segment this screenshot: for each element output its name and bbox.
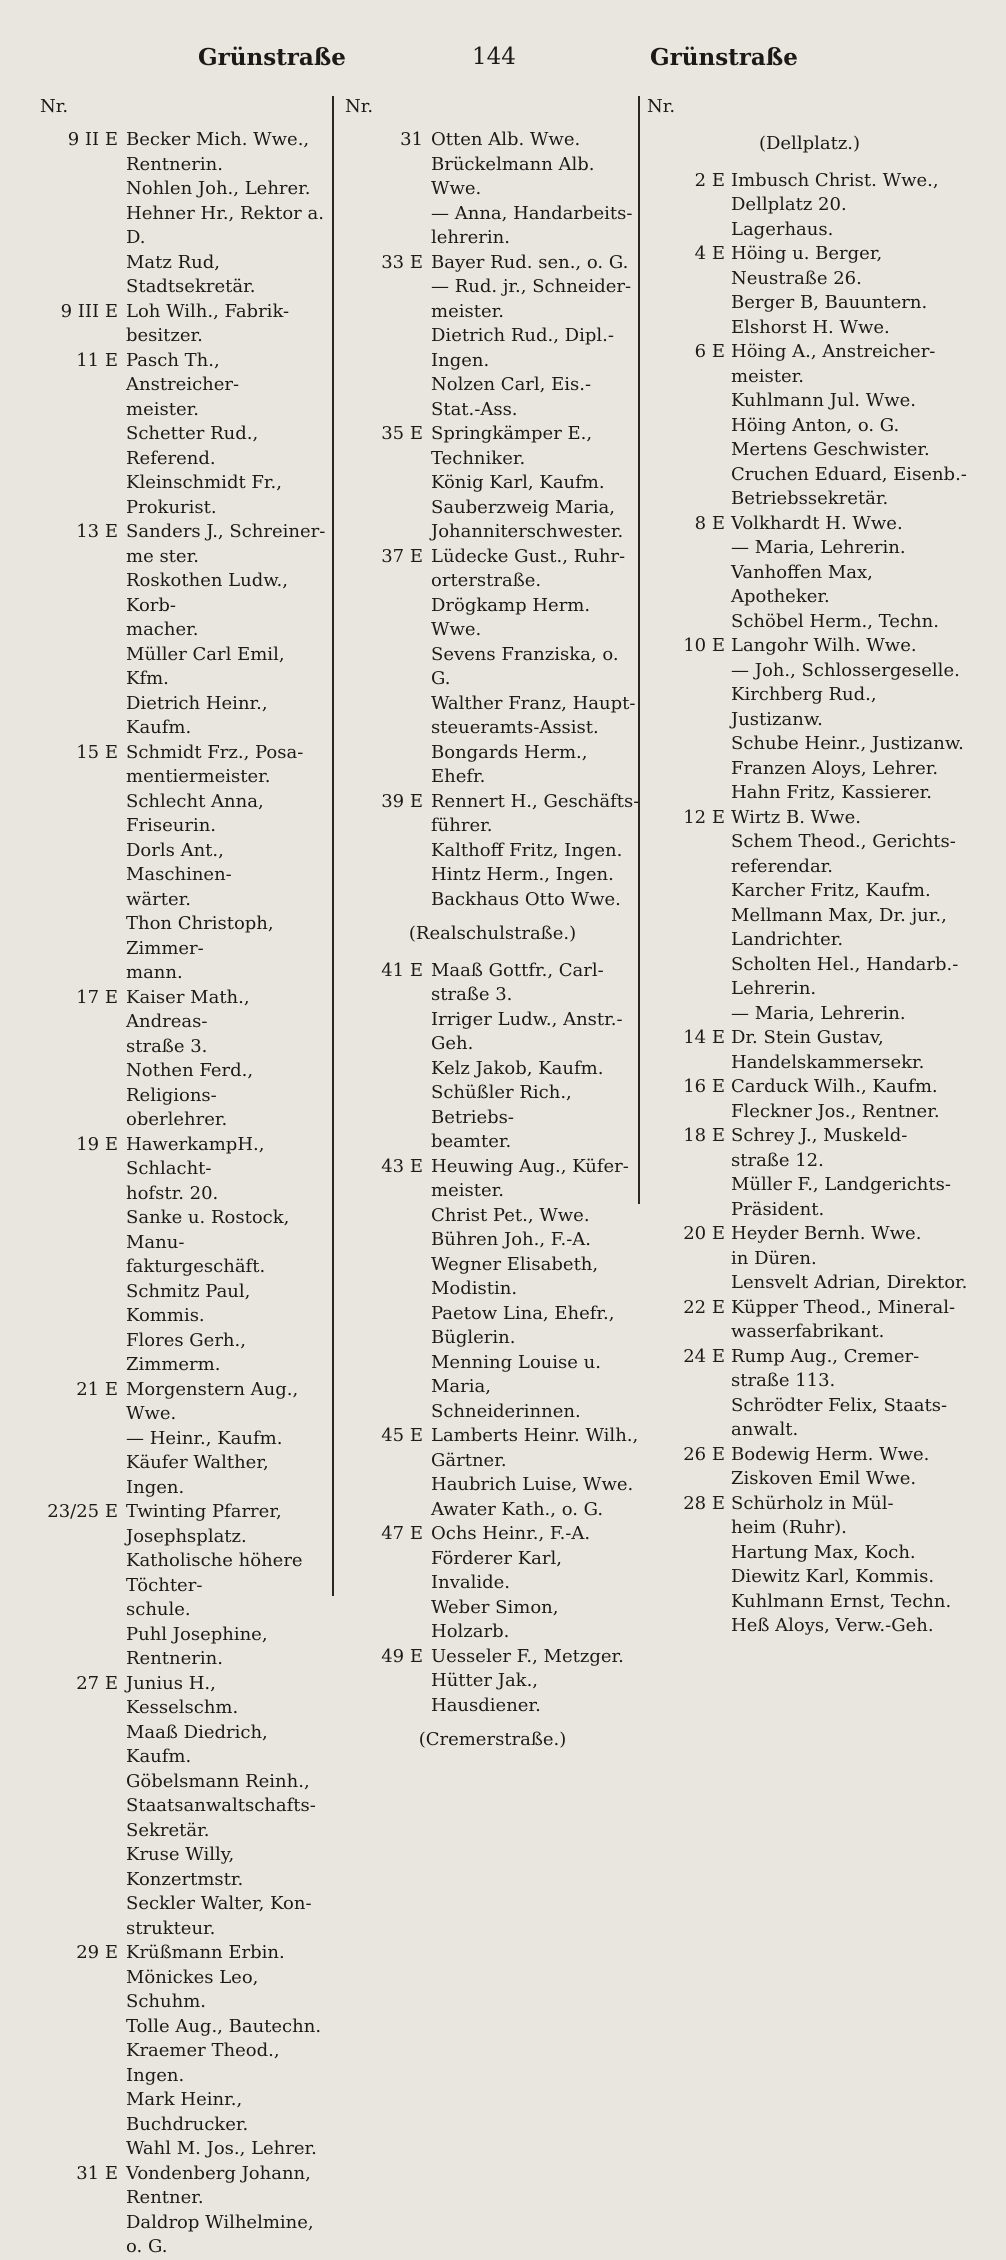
resident-text: Krüßmann Erbin. xyxy=(126,1942,285,1963)
resident-text: Weber Simon, Holzarb. xyxy=(431,1596,559,1642)
directory-entry xyxy=(40,202,330,251)
directory-entry xyxy=(345,275,640,324)
directory-entry xyxy=(40,1206,330,1280)
resident-text: Schmidt Frz., Posa- mentiermeister. xyxy=(126,741,304,787)
directory-entry xyxy=(345,1351,640,1425)
directory-entry xyxy=(40,790,330,839)
resident-text: Lensvelt Adrian, Direktor. xyxy=(731,1272,968,1293)
directory-entry xyxy=(40,1941,330,1966)
directory-entry xyxy=(647,1002,972,1027)
resident-text: Springkämper E., Techniker. xyxy=(431,423,593,469)
directory-entry xyxy=(647,1173,972,1222)
resident-text: Mertens Geschwister. xyxy=(731,439,930,460)
house-number: 17 E xyxy=(76,986,118,1008)
resident-text: Heß Aloys, Verw.-Geh. xyxy=(731,1615,934,1636)
directory-entry xyxy=(40,128,330,177)
directory-entry xyxy=(40,251,330,300)
resident-text: Katholische höhere Töchter- schule. xyxy=(126,1550,303,1620)
resident-text: Küpper Theod., Mineral- wasserfabrikant. xyxy=(731,1296,956,1342)
house-number: 20 E xyxy=(683,1223,725,1244)
resident-text: Sanke u. Rostock, Manu- fakturgeschäft. xyxy=(126,1207,290,1277)
resident-text: Wirtz B. Wwe. xyxy=(731,806,861,828)
directory-entry xyxy=(647,1296,972,1345)
house-number: 29 E xyxy=(76,1942,118,1963)
resident-text: Lamberts Heinr. Wilh., Gärtner. xyxy=(431,1425,639,1471)
directory-entry xyxy=(647,1075,972,1100)
house-number: 18 E xyxy=(683,1125,725,1146)
resident-text: Höing Anton, o. G. xyxy=(731,414,900,436)
resident-text: Walther Franz, Haupt- steueramts-Assist. xyxy=(431,692,636,738)
resident-text: Kirchberg Rud., Justizanw. xyxy=(731,684,877,730)
resident-text: Morgenstern Aug., Wwe. xyxy=(126,1378,299,1424)
resident-text: Otten Alb. Wwe. xyxy=(431,129,581,150)
resident-text: Schrödter Felix, Staats- anwalt. xyxy=(731,1394,948,1440)
resident-text: Roskothen Ludw., Korb- macher. xyxy=(126,570,288,640)
resident-text: Ochs Heinr., F.-A. xyxy=(431,1523,591,1544)
resident-text: Müller F., Landgerichts- Präsident. xyxy=(731,1174,951,1220)
directory-entry xyxy=(345,1424,640,1473)
house-number: 8 E xyxy=(694,512,725,534)
resident-text: Rump Aug., Cremer- straße 113. xyxy=(731,1345,920,1391)
resident-text: Dorls Ant., Maschinen- wärter. xyxy=(126,839,232,910)
directory-entry xyxy=(345,1547,640,1596)
resident-text: Awater Kath., o. G. xyxy=(431,1498,604,1520)
directory-entry xyxy=(345,153,640,202)
directory-entry xyxy=(647,1590,972,1615)
resident-text: Irriger Ludw., Anstr.-Geh. xyxy=(431,1008,623,1054)
directory-entry xyxy=(345,1498,640,1523)
resident-text: Hahn Fritz, Kassierer. xyxy=(731,782,933,803)
left-street-heading: Grünstraße xyxy=(198,44,346,71)
directory-entry xyxy=(345,471,640,496)
house-number: 13 E xyxy=(76,521,118,542)
directory-entry xyxy=(40,1427,330,1452)
resident-text: Maaß Diedrich, Kaufm. xyxy=(126,1721,268,1767)
resident-text: Dr. Stein Gustav, Handelskammersekr. xyxy=(731,1027,925,1073)
resident-text: Fleckner Jos., Rentner. xyxy=(731,1100,940,1122)
directory-entry xyxy=(345,128,640,153)
directory-entry xyxy=(40,2211,330,2260)
resident-text: — Anna, Handarbeits- lehrerin. xyxy=(431,202,633,248)
directory-entry xyxy=(647,1345,972,1394)
directory-entry xyxy=(345,1596,640,1645)
directory-entry xyxy=(647,414,972,439)
resident-text: Diewitz Karl, Kommis. xyxy=(731,1566,935,1587)
directory-entry xyxy=(40,986,330,1060)
directory-entry xyxy=(345,1302,640,1351)
house-number: 16 E xyxy=(683,1076,725,1097)
directory-entry xyxy=(647,561,972,610)
directory-entry xyxy=(40,2137,330,2162)
resident-text: Twinting Pfarrer, Josephsplatz. xyxy=(126,1501,282,1547)
directory-entry xyxy=(40,2039,330,2088)
directory-entry xyxy=(647,732,972,757)
house-number: 15 E xyxy=(76,741,118,763)
directory-entry xyxy=(647,242,972,291)
directory-entry xyxy=(40,177,330,202)
directory-entry xyxy=(345,839,640,864)
directory-entry xyxy=(647,1565,972,1590)
house-number: 2 E xyxy=(694,169,725,191)
resident-text: Schube Heinr., Justizanw. xyxy=(731,733,964,754)
resident-text: Hehner Hr., Rektor a. D. xyxy=(126,202,324,248)
resident-text: Mellmann Max, Dr. jur., Landrichter. xyxy=(731,904,947,950)
resident-text: Wahl M. Jos., Lehrer. xyxy=(126,2138,317,2159)
directory-entry xyxy=(345,1081,640,1155)
page-header xyxy=(0,44,1006,84)
resident-text: — Rud. jr., Schneider- meister. xyxy=(431,276,632,322)
house-number: 39 E xyxy=(381,790,423,812)
directory-entry xyxy=(40,1280,330,1329)
resident-text: Matz Rud, Stadtsekretär. xyxy=(126,251,256,297)
resident-text: Sevens Franziska, o. G. xyxy=(431,643,619,689)
directory-entry xyxy=(40,1329,330,1378)
resident-text: Karcher Fritz, Kaufm. xyxy=(731,880,931,901)
resident-text: Kaiser Math., Andreas- straße 3. xyxy=(126,986,250,1057)
resident-text: Bodewig Herm. Wwe. xyxy=(731,1443,930,1465)
street-section-heading: (Dellplatz.) xyxy=(758,133,861,154)
directory-entry xyxy=(647,683,972,732)
street-section-heading: (Cremerstraße.) xyxy=(418,1729,567,1750)
resident-text: — Heinr., Kaufm. xyxy=(126,1427,283,1449)
resident-text: Dietrich Heinr., Kaufm. xyxy=(126,692,268,738)
resident-text: Loh Wilh., Fabrik- besitzer. xyxy=(126,300,290,346)
resident-text: Christ Pet., Wwe. xyxy=(431,1204,590,1226)
directory-entry xyxy=(647,830,972,879)
column-3 xyxy=(647,96,972,1636)
directory-entry xyxy=(40,520,330,569)
resident-text: Brückelmann Alb. Wwe. xyxy=(431,153,595,199)
directory-entry xyxy=(647,806,972,831)
directory-entry xyxy=(647,438,972,463)
directory-entry xyxy=(40,1966,330,2015)
resident-text: Maaß Gottfr., Carl- straße 3. xyxy=(431,959,604,1005)
resident-text: Bayer Rud. sen., o. G. xyxy=(431,251,629,273)
resident-text: — Maria, Lehrerin. xyxy=(731,537,906,558)
resident-text: Hintz Herm., Ingen. xyxy=(431,864,614,885)
directory-entry xyxy=(345,1057,640,1082)
resident-text: Scholten Hel., Handarb.- Lehrerin. xyxy=(731,953,959,999)
resident-text: Schüßler Rich., Betriebs- beamter. xyxy=(431,1082,572,1152)
directory-entry xyxy=(647,634,972,659)
column-2 xyxy=(345,96,640,1750)
resident-text: Höing A., Anstreicher- meister. xyxy=(731,341,936,387)
directory-entry xyxy=(647,757,972,782)
resident-text: Vondenberg Johann, Rentner. xyxy=(126,2162,311,2208)
resident-text: Seckler Walter, Kon- strukteur. xyxy=(126,1893,312,1939)
resident-text: Höing u. Berger, Neustraße 26. xyxy=(731,243,883,289)
house-number: 43 E xyxy=(381,1155,423,1177)
directory-entry xyxy=(647,218,972,243)
directory-entry xyxy=(345,959,640,1008)
resident-text: Volkhardt H. Wwe. xyxy=(731,512,903,534)
directory-entry xyxy=(345,324,640,373)
house-number: 4 E xyxy=(694,243,725,264)
house-number: 26 E xyxy=(683,1443,725,1465)
resident-text: Heuwing Aug., Küfer- meister. xyxy=(431,1155,629,1201)
directory-entry xyxy=(40,2015,330,2040)
directory-entry xyxy=(647,512,972,537)
resident-text: — Joh., Schlossergeselle. xyxy=(731,659,960,681)
column-1 xyxy=(40,96,330,2257)
directory-entry xyxy=(647,659,972,684)
directory-entry xyxy=(647,1467,972,1492)
resident-text: Menning Louise u. Maria, Schneiderinnen. xyxy=(431,1351,601,1422)
house-number: 9 II E xyxy=(67,129,118,150)
resident-text: Schöbel Herm., Techn. xyxy=(731,610,939,632)
house-number: 9 III E xyxy=(60,300,118,322)
resident-text: Thon Christoph, Zimmer- mann. xyxy=(126,913,274,983)
directory-entry xyxy=(647,904,972,953)
resident-text: Kuhlmann Ernst, Techn. xyxy=(731,1590,952,1612)
directory-entry xyxy=(647,463,972,512)
resident-text: Rennert H., Geschäfts- führer. xyxy=(431,790,640,836)
directory-entry xyxy=(40,1549,330,1623)
house-number: 6 E xyxy=(694,341,725,362)
directory-entry xyxy=(345,202,640,251)
resident-text: Lagerhaus. xyxy=(731,218,834,240)
resident-text: Nohlen Joh., Lehrer. xyxy=(126,178,311,199)
resident-text: Kelz Jakob, Kaufm. xyxy=(431,1057,604,1079)
house-number: 27 E xyxy=(76,1672,118,1694)
house-number: 14 E xyxy=(683,1027,725,1048)
resident-text: König Karl, Kaufm. xyxy=(431,472,605,493)
resident-text: Hartung Max, Koch. xyxy=(731,1541,916,1563)
directory-entry xyxy=(647,781,972,806)
house-number: 31 xyxy=(400,129,423,150)
resident-text: Vanhoffen Max, Apotheker. xyxy=(731,561,873,607)
resident-text: Junius H., Kesselschm. xyxy=(126,1672,239,1718)
directory-entry xyxy=(345,1228,640,1253)
house-number: 37 E xyxy=(381,545,423,567)
directory-entry xyxy=(345,545,640,594)
directory-entry xyxy=(345,643,640,692)
directory-entry xyxy=(647,1443,972,1468)
resident-text: Daldrop Wilhelmine, o. G. xyxy=(126,2211,314,2257)
directory-entry xyxy=(647,340,972,389)
directory-entry xyxy=(40,1059,330,1133)
resident-text: Flores Gerh., Zimmerm. xyxy=(126,1329,246,1375)
resident-text: Schetter Rud., Referend. xyxy=(126,423,259,469)
resident-text: Sauberzweig Maria, Johanniterschwester. xyxy=(431,496,624,542)
resident-text: Hütter Jak., Hausdiener. xyxy=(431,1670,541,1716)
resident-text: Kuhlmann Jul. Wwe. xyxy=(731,390,916,411)
directory-entry xyxy=(40,1672,330,1721)
directory-entry xyxy=(647,879,972,904)
directory-entry xyxy=(40,1721,330,1770)
nr-column-label: Nr. xyxy=(40,96,69,117)
resident-text: Müller Carl Emil, Kfm. xyxy=(126,643,285,689)
directory-entry xyxy=(647,1394,972,1443)
resident-text: Puhl Josephine, Rentnerin. xyxy=(126,1623,268,1669)
resident-text: Kraemer Theod., Ingen. xyxy=(126,2040,280,2086)
directory-entry xyxy=(647,953,972,1002)
resident-text: Schürholz in Mül- heim (Ruhr). xyxy=(731,1492,894,1538)
resident-text: Kalthoff Fritz, Ingen. xyxy=(431,839,623,861)
house-number: 23/25 E xyxy=(47,1501,118,1522)
resident-text: — Maria, Lehrerin. xyxy=(731,1002,906,1024)
house-number: 49 E xyxy=(381,1645,423,1667)
house-number: 21 E xyxy=(76,1378,118,1400)
street-section-heading: (Realschulstraße.) xyxy=(408,923,577,944)
directory-entry xyxy=(40,422,330,471)
directory-entry xyxy=(647,169,972,218)
house-number: 22 E xyxy=(683,1296,725,1318)
house-number: 45 E xyxy=(381,1425,423,1446)
house-number: 11 E xyxy=(76,349,118,371)
directory-entry xyxy=(40,569,330,643)
directory-entry xyxy=(40,1892,330,1941)
directory-entry xyxy=(647,536,972,561)
directory-entry xyxy=(647,1100,972,1125)
resident-text: Bongards Herm., Ehefr. xyxy=(431,741,588,787)
house-number: 31 E xyxy=(76,2162,118,2184)
house-number: 19 E xyxy=(76,1133,118,1155)
house-number: 35 E xyxy=(381,423,423,444)
directory-entry xyxy=(40,1378,330,1427)
directory-entry xyxy=(40,1623,330,1672)
right-street-heading: Grünstraße xyxy=(650,44,798,71)
directory-entry xyxy=(345,888,640,913)
directory-entry xyxy=(345,1253,640,1302)
resident-text: Elshorst H. Wwe. xyxy=(731,316,890,338)
resident-text: Kruse Willy, Konzertmstr. xyxy=(126,1844,244,1890)
directory-entry xyxy=(345,422,640,471)
directory-entry xyxy=(40,2088,330,2137)
resident-text: Tolle Aug., Bautechn. xyxy=(126,2015,322,2037)
directory-entry xyxy=(345,1008,640,1057)
page-number: 144 xyxy=(472,44,516,70)
resident-text: Carduck Wilh., Kaufm. xyxy=(731,1076,938,1097)
resident-text: Wegner Elisabeth, Modistin. xyxy=(431,1253,599,1299)
resident-text: Heyder Bernh. Wwe. in Düren. xyxy=(731,1223,922,1269)
directory-entry xyxy=(345,496,640,545)
resident-text: Schlecht Anna, Friseurin. xyxy=(126,790,264,836)
resident-text: Backhaus Otto Wwe. xyxy=(431,888,621,910)
directory-entry xyxy=(647,1124,972,1173)
directory-entry xyxy=(40,1843,330,1892)
directory-entry xyxy=(647,389,972,414)
directory-entry xyxy=(40,692,330,741)
house-number: 28 E xyxy=(683,1492,725,1514)
directory-entry xyxy=(647,1222,972,1271)
resident-text: Nolzen Carl, Eis.-Stat.-Ass. xyxy=(431,374,592,420)
directory-entry xyxy=(40,839,330,913)
house-number: 10 E xyxy=(683,635,725,656)
resident-text: Haubrich Luise, Wwe. xyxy=(431,1474,634,1495)
directory-entry xyxy=(345,1522,640,1547)
directory-entry xyxy=(345,1204,640,1229)
directory-entry xyxy=(40,300,330,349)
resident-text: Göbelsmann Reinh., Staatsanwaltschafts- Sekretär. xyxy=(126,1770,316,1841)
directory-entry xyxy=(345,692,640,741)
resident-text: HawerkampH., Schlacht- hofstr. 20. xyxy=(126,1133,265,1204)
directory-entry xyxy=(345,251,640,276)
directory-entry xyxy=(40,471,330,520)
house-number: 24 E xyxy=(683,1345,725,1367)
directory-entry xyxy=(345,1669,640,1718)
resident-text: Förderer Karl, Invalide. xyxy=(431,1547,562,1593)
house-number: 47 E xyxy=(381,1523,423,1544)
resident-text: Paetow Lina, Ehefr., Büglerin. xyxy=(431,1302,615,1348)
directory-entry xyxy=(40,912,330,986)
directory-entry xyxy=(40,349,330,423)
resident-text: Franzen Aloys, Lehrer. xyxy=(731,757,939,779)
directory-entry xyxy=(40,1770,330,1844)
directory-entry xyxy=(345,373,640,422)
resident-text: Uesseler F., Metzger. xyxy=(431,1645,624,1667)
directory-entry xyxy=(345,741,640,790)
resident-text: Drögkamp Herm. Wwe. xyxy=(431,594,591,640)
directory-entry xyxy=(40,1133,330,1207)
resident-text: Sanders J., Schreiner- me ster. xyxy=(126,521,326,567)
directory-entry xyxy=(647,610,972,635)
house-number: 33 E xyxy=(381,251,423,273)
resident-text: Berger B, Bauuntern. xyxy=(731,292,928,313)
directory-entry xyxy=(345,863,640,888)
directory-entry xyxy=(345,1155,640,1204)
directory-entry xyxy=(647,291,972,316)
directory-entry xyxy=(647,1026,972,1075)
resident-text: Mönickes Leo, Schuhm. xyxy=(126,1966,259,2012)
resident-text: Kleinschmidt Fr., Prokurist. xyxy=(126,472,282,518)
directory-entry xyxy=(647,1492,972,1541)
resident-text: Langohr Wilh. Wwe. xyxy=(731,635,917,656)
directory-entry xyxy=(40,1500,330,1549)
directory-entry xyxy=(647,1271,972,1296)
house-number: 41 E xyxy=(381,959,423,981)
directory-entry xyxy=(647,1541,972,1566)
resident-text: Schrey J., Muskeld- straße 12. xyxy=(731,1125,908,1171)
directory-entry xyxy=(345,1645,640,1670)
resident-text: Schmitz Paul, Kommis. xyxy=(126,1280,251,1326)
resident-text: Dietrich Rud., Dipl.-Ingen. xyxy=(431,325,614,371)
resident-text: Imbusch Christ. Wwe., Dellplatz 20. xyxy=(731,169,939,215)
resident-text: Cruchen Eduard, Eisenb.- Betriebssekretär. xyxy=(731,463,967,509)
nr-column-label: Nr. xyxy=(647,96,676,117)
directory-entry xyxy=(345,790,640,839)
nr-column-label: Nr. xyxy=(345,96,374,117)
resident-text: Lüdecke Gust., Ruhr- orterstraße. xyxy=(431,545,626,591)
resident-text: Ziskoven Emil Wwe. xyxy=(731,1468,917,1489)
directory-entry xyxy=(40,643,330,692)
column-divider xyxy=(332,96,334,1596)
resident-text: Nothen Ferd., Religions- oberlehrer. xyxy=(126,1060,254,1130)
resident-text: Mark Heinr., Buchdrucker. xyxy=(126,2089,249,2135)
resident-text: Bühren Joh., F.-A. xyxy=(431,1229,592,1250)
resident-text: Pasch Th., Anstreicher- meister. xyxy=(126,349,240,420)
directory-entry xyxy=(345,1473,640,1498)
resident-text: Schem Theod., Gerichts- referendar. xyxy=(731,831,956,877)
directory-entry xyxy=(345,594,640,643)
house-number: 12 E xyxy=(683,806,725,828)
resident-text: Becker Mich. Wwe., Rentnerin. xyxy=(126,129,310,175)
directory-entry xyxy=(40,1451,330,1500)
directory-entry xyxy=(647,316,972,341)
directory-entry xyxy=(40,2162,330,2211)
directory-entry xyxy=(647,1614,972,1639)
directory-entry xyxy=(40,741,330,790)
resident-text: Käufer Walther, Ingen. xyxy=(126,1452,269,1498)
